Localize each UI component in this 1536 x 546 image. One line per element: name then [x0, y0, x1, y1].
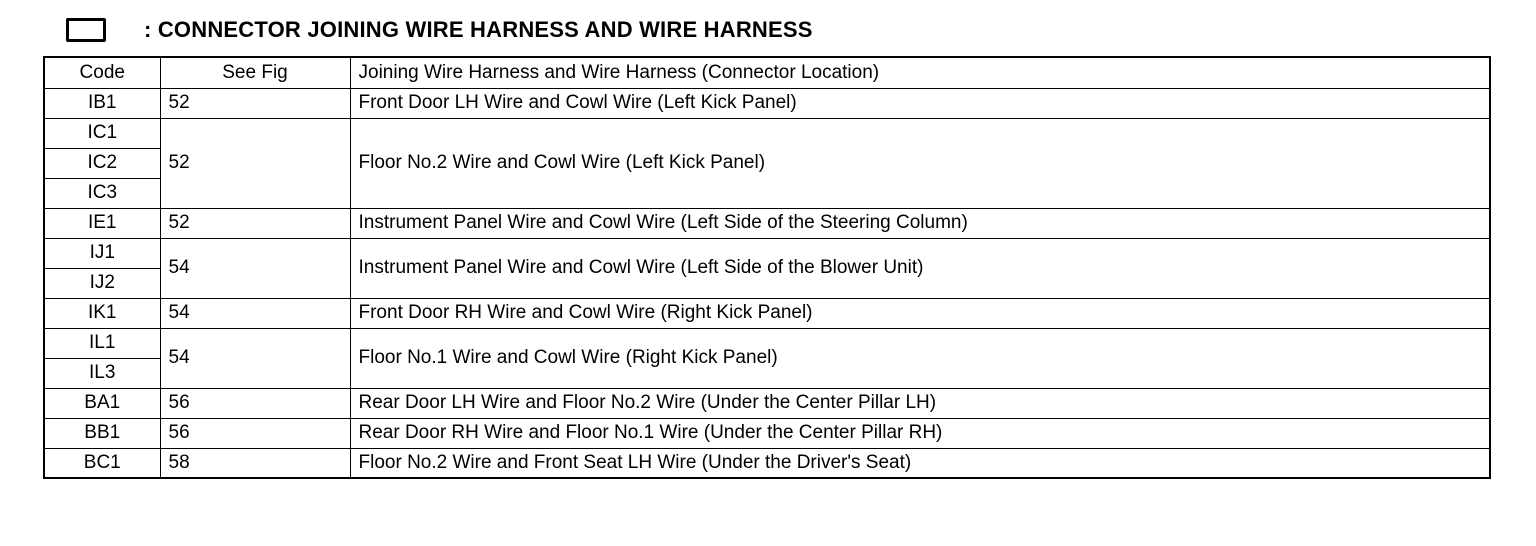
legend-title: : CONNECTOR JOINING WIRE HARNESS AND WIRE HARNESS: [144, 17, 813, 42]
legend: [66, 10, 813, 50]
cell-see-fig: 54: [160, 238, 350, 298]
table-row: [44, 88, 1490, 118]
cell-description: Floor No.2 Wire and Cowl Wire (Left Kick Panel): [350, 118, 1490, 208]
cell-description: Rear Door LH Wire and Floor No.2 Wire (Under the Center Pillar LH): [350, 388, 1490, 418]
table-row: [44, 238, 1490, 268]
header-code: Code: [44, 57, 160, 88]
cell-description: Instrument Panel Wire and Cowl Wire (Left Side of the Steering Column): [350, 208, 1490, 238]
cell-code: IJ1: [44, 238, 160, 268]
cell-code: BC1: [44, 448, 160, 478]
table-row: [44, 328, 1490, 358]
cell-code: IC1: [44, 118, 160, 148]
table-row: [44, 118, 1490, 148]
header-description: Joining Wire Harness and Wire Harness (Connector Location): [350, 57, 1490, 88]
cell-code: IK1: [44, 298, 160, 328]
cell-code: IL3: [44, 358, 160, 388]
table-body: [44, 88, 1490, 478]
cell-code: BA1: [44, 388, 160, 418]
cell-code: BB1: [44, 418, 160, 448]
cell-see-fig: 54: [160, 328, 350, 388]
cell-description: Rear Door RH Wire and Floor No.1 Wire (Under the Center Pillar RH): [350, 418, 1490, 448]
cell-see-fig: 52: [160, 118, 350, 208]
table-row: [44, 208, 1490, 238]
cell-code: IB1: [44, 88, 160, 118]
cell-code: IC2: [44, 148, 160, 178]
cell-description: Floor No.1 Wire and Cowl Wire (Right Kick Panel): [350, 328, 1490, 388]
cell-description: Front Door RH Wire and Cowl Wire (Right Kick Panel): [350, 298, 1490, 328]
cell-see-fig: 58: [160, 448, 350, 478]
table-row: [44, 418, 1490, 448]
cell-see-fig: 56: [160, 388, 350, 418]
table-row: [44, 448, 1490, 478]
cell-code: IE1: [44, 208, 160, 238]
cell-see-fig: 54: [160, 298, 350, 328]
cell-see-fig: 52: [160, 88, 350, 118]
cell-description: Instrument Panel Wire and Cowl Wire (Left Side of the Blower Unit): [350, 238, 1490, 298]
table-row: [44, 298, 1490, 328]
table-header-row: [44, 57, 1490, 88]
cell-description: Front Door LH Wire and Cowl Wire (Left Kick Panel): [350, 88, 1490, 118]
cell-see-fig: 56: [160, 418, 350, 448]
table-row: [44, 388, 1490, 418]
cell-description: Floor No.2 Wire and Front Seat LH Wire (Under the Driver's Seat): [350, 448, 1490, 478]
cell-code: IJ2: [44, 268, 160, 298]
cell-code: IL1: [44, 328, 160, 358]
connector-box-icon: [66, 18, 106, 42]
cell-code: IC3: [44, 178, 160, 208]
header-see-fig: See Fig: [160, 57, 350, 88]
cell-see-fig: 52: [160, 208, 350, 238]
connector-table: [43, 56, 1491, 479]
